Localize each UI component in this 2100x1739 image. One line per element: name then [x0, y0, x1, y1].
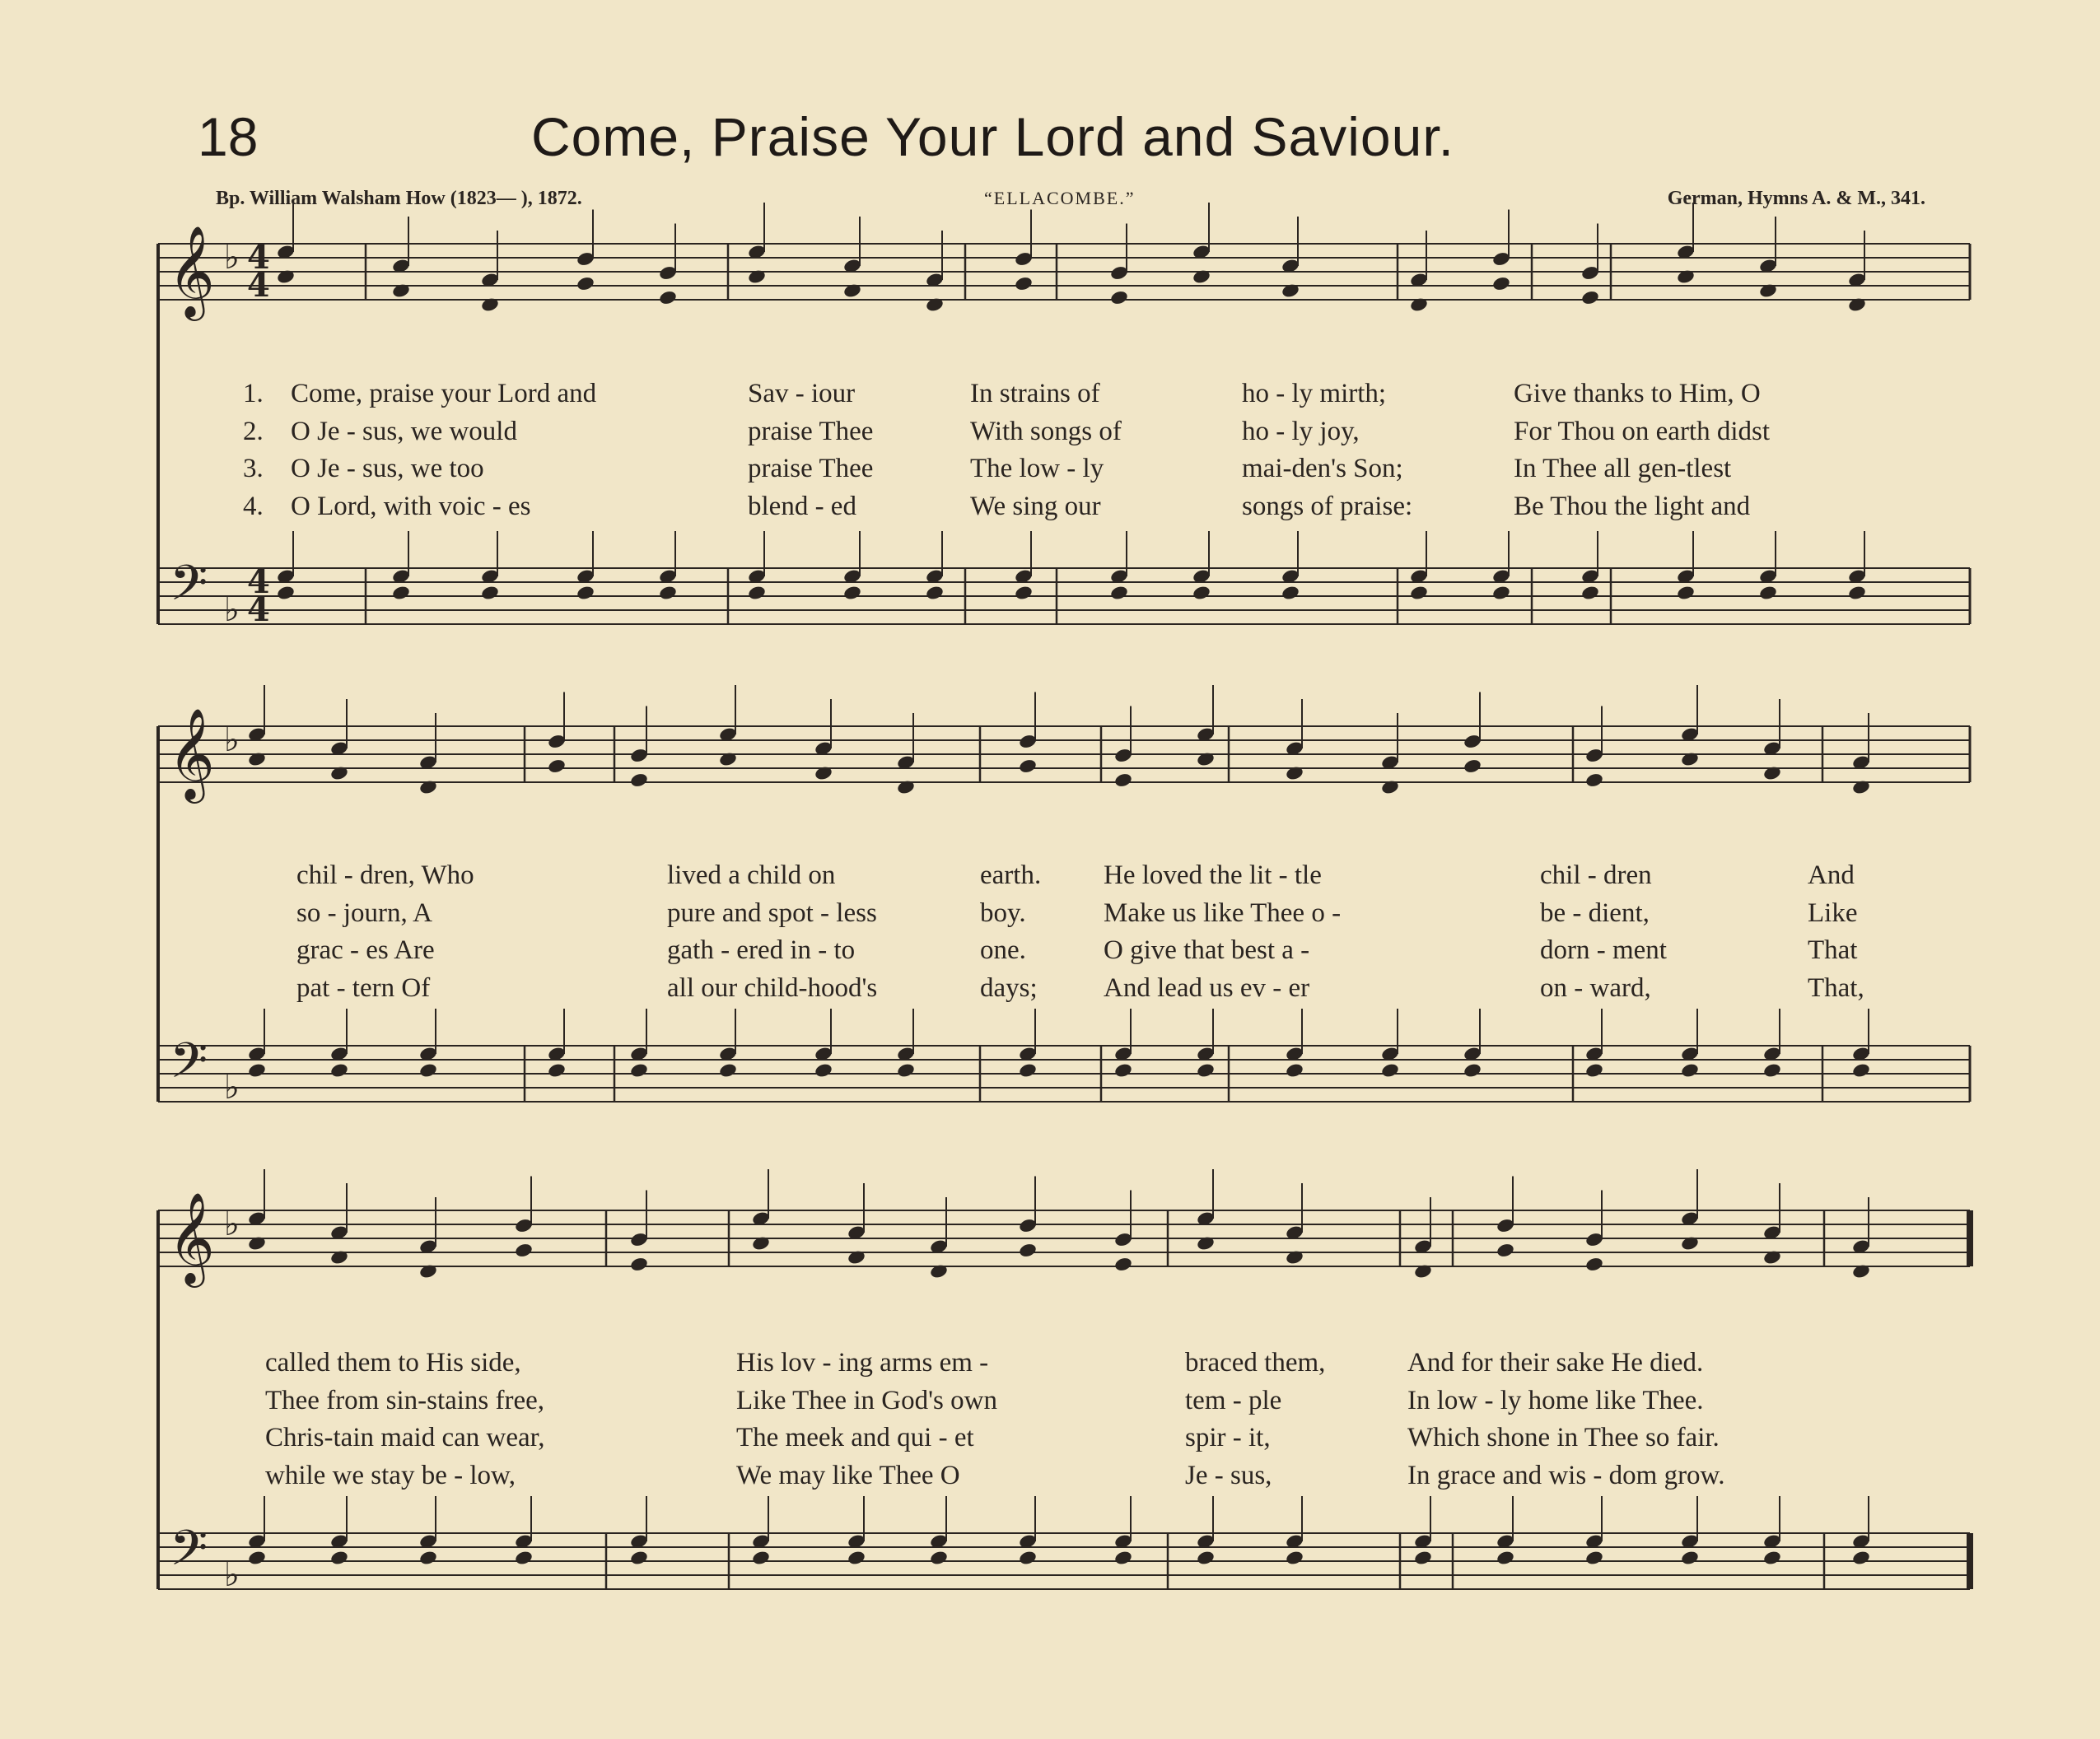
lyric-line: pat - tern Of all our child-hood's days; And lead us ev - er on - ward, That,: [296, 973, 1864, 1003]
svg-text:♭: ♭: [224, 721, 240, 759]
lyric-line: 2. O Je - sus, we would praise Thee With songs of ho - ly joy, For Thou on earth didst: [243, 417, 1771, 446]
tune-name: “ELLACOMBE.”: [984, 188, 1136, 208]
lyric-line: 4. O Lord, with voic - es blend - ed We sing our songs of praise: Be Thou the light and: [243, 492, 1751, 521]
hymn-number: 18: [198, 106, 259, 167]
svg-text:♭: ♭: [224, 1205, 240, 1243]
lyric-line: called them to His side, His lov - ing arms em - braced them, And for their sake He died.: [265, 1348, 1704, 1378]
svg-text:𝄢: 𝄢: [170, 1519, 208, 1588]
svg-text:♭: ♭: [224, 239, 240, 277]
lyric-line: so - journ, A pure and spot - less boy. Make us like Thee o - be - dient, Like: [296, 898, 1858, 928]
svg-text:4: 4: [247, 590, 270, 629]
svg-text:4: 4: [247, 562, 270, 601]
lyric-line: 1. Come, praise your Lord and Sav - iour In strains of ho - ly mirth; Give thanks to Him, O: [243, 379, 1761, 408]
lyric-line: chil - dren, Who lived a child on earth. He loved the lit - tle chil - dren And: [296, 860, 1855, 890]
hymn-title: Come, Praise Your Lord and Saviour.: [531, 106, 1455, 167]
svg-text:4: 4: [247, 266, 270, 305]
svg-text:♭: ♭: [224, 1556, 240, 1594]
svg-text:4: 4: [247, 238, 270, 277]
lyric-line: Chris-tain maid can wear, The meek and qui - et spir - it, Which shone in Thee so fair.: [265, 1423, 1720, 1452]
lyric-line: grac - es Are gath - ered in - to one. O give that best a - dorn - ment That: [296, 935, 1858, 965]
svg-text:𝄞: 𝄞: [168, 1191, 215, 1284]
svg-text:♭: ♭: [224, 1069, 240, 1107]
author-credit: Bp. William Walsham How (1823— ), 1872.: [216, 188, 582, 209]
lyric-line: Thee from sin-stains free, Like Thee in God's own tem - ple In low - ly home like Thee.: [265, 1386, 1704, 1415]
svg-text:♭: ♭: [224, 591, 240, 629]
svg-text:𝄞: 𝄞: [168, 707, 215, 800]
lyric-line: while we stay be - low, We may like Thee O Je - sus, In grace and wis - dom grow.: [265, 1461, 1725, 1490]
lyric-line: 3. O Je - sus, we too praise Thee The low - ly mai-den's Son; In Thee all gen-tlest: [243, 454, 1732, 483]
svg-text:𝄞: 𝄞: [168, 225, 215, 317]
svg-text:𝄢: 𝄢: [170, 1032, 208, 1101]
tune-source: German, Hymns A. & M., 341.: [1667, 188, 1925, 209]
svg-text:𝄢: 𝄢: [170, 554, 208, 623]
